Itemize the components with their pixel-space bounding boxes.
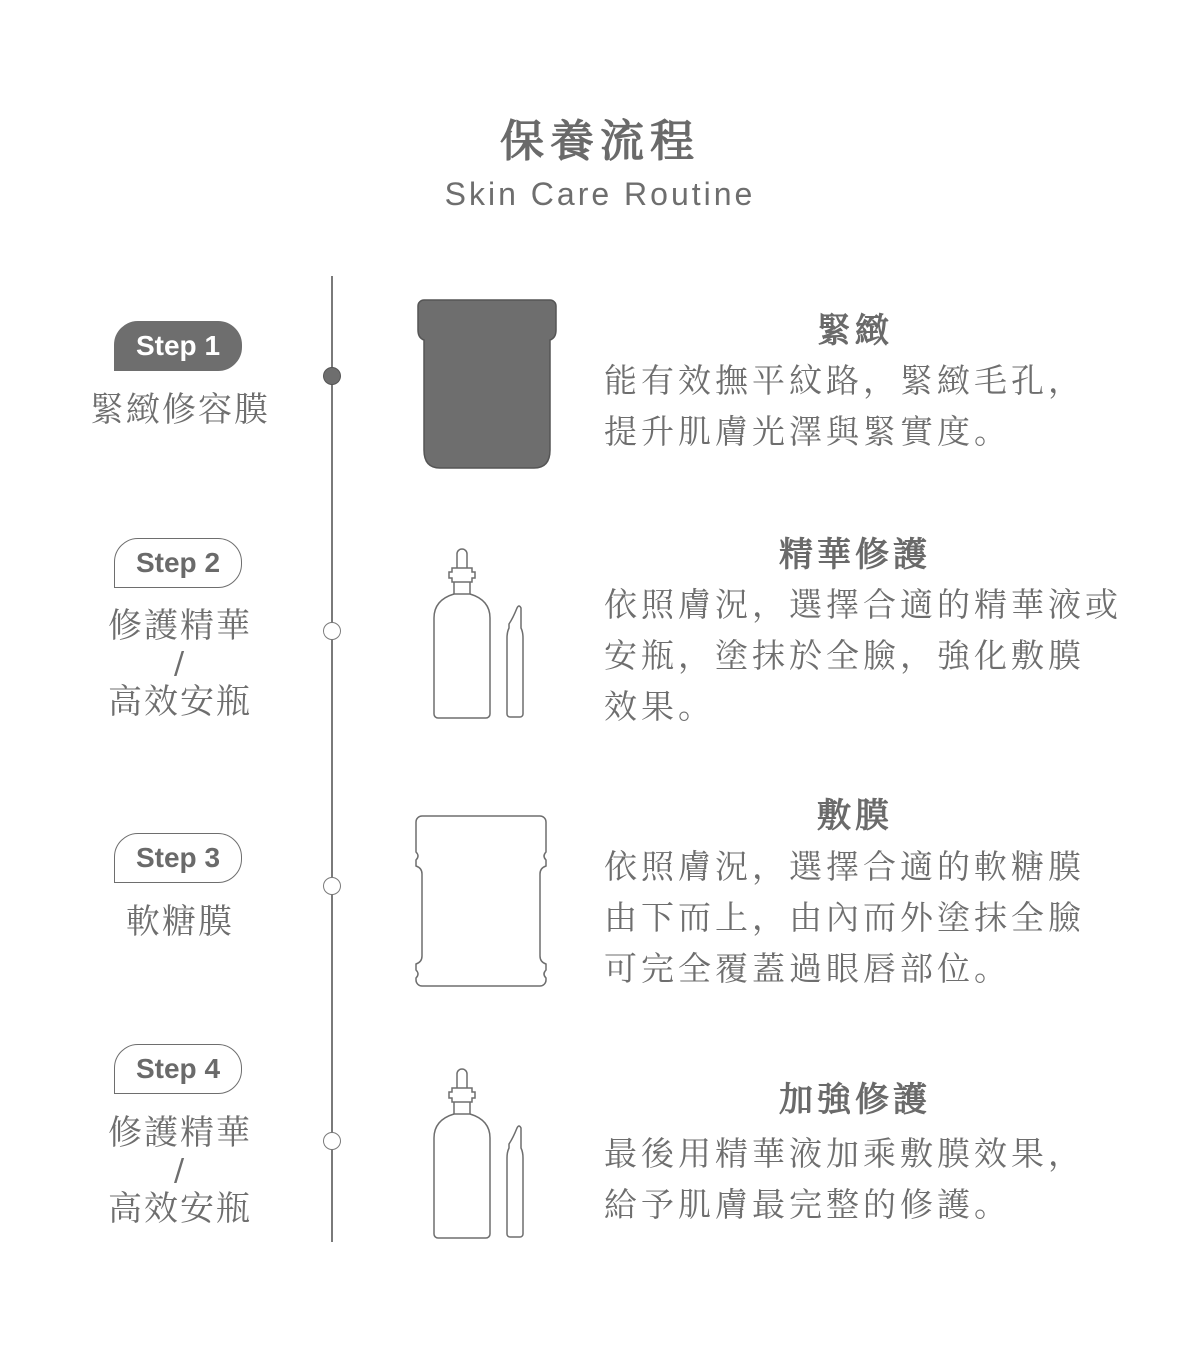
mask-sachet-icon [410,812,552,988]
step-1-title: 緊緻 [817,311,893,351]
serum-bottle-and-ampoule-icon [428,1064,538,1242]
step-4-description [604,1128,1124,1230]
step-4-name-slash: / [173,1153,187,1188]
step-2-description-line: 效果。 [604,687,715,726]
serum-bottle-and-ampoule-icon [428,544,538,722]
step-2-description [604,579,1124,732]
timeline-dot-step-1 [323,367,341,385]
step-3-description-line: 由下而上，由內而外塗抹全臉 [604,898,1085,937]
step-2-name-slash: / [173,646,187,681]
step-2-title: 精華修護 [779,535,931,575]
timeline-dot-step-3 [323,877,341,895]
step-1-description [604,355,1124,457]
page-header [0,112,1200,214]
step-2-name-line: 高效安瓶 [108,682,252,722]
step-4-description-line: 最後用精華液加乘敷膜效果， [604,1134,1085,1173]
step-4-name-line: 修護精華 [108,1113,252,1153]
step-3-badge: Step 3 [114,833,242,883]
step-2-badge: Step 2 [114,538,242,588]
timeline-line [331,276,333,1242]
step-2-description-line: 依照膚況，選擇合適的精華液或 [604,585,1122,624]
step-3-name [60,902,300,942]
step-4-title: 加強修護 [779,1080,931,1120]
step-2-description-line: 安瓶，塗抹於全臉，強化敷膜 [604,636,1085,675]
step-3-description-line: 可完全覆蓋過眼唇部位。 [604,949,1011,988]
step-1-description-line: 提升肌膚光澤與緊實度。 [604,412,1011,451]
step-3-title: 敷膜 [817,796,893,836]
timeline-dot-step-2 [323,622,341,640]
step-1-description-line: 能有效撫平紋路，緊緻毛孔， [604,361,1085,400]
step-4-name [60,1113,300,1229]
step-1-badge: Step 1 [114,321,242,371]
page-subtitle: Skin Care Routine [444,176,756,212]
page-title: 保養流程 [500,116,700,167]
step-4-name-line: 高效安瓶 [108,1189,252,1229]
step-1-name-line: 緊緻修容膜 [90,390,270,430]
step-4-description-line: 給予肌膚最完整的修護。 [604,1185,1011,1224]
timeline-dot-step-4 [323,1132,341,1150]
step-1-name [60,390,300,430]
step-3-description-line: 依照膚況，選擇合適的軟糖膜 [604,847,1085,886]
step-2-name [60,606,300,722]
step-3-description [604,841,1124,994]
step-3-name-line: 軟糖膜 [126,902,234,942]
step-2-name-line: 修護精華 [108,606,252,646]
jar-icon [414,294,560,474]
step-4-badge: Step 4 [114,1044,242,1094]
